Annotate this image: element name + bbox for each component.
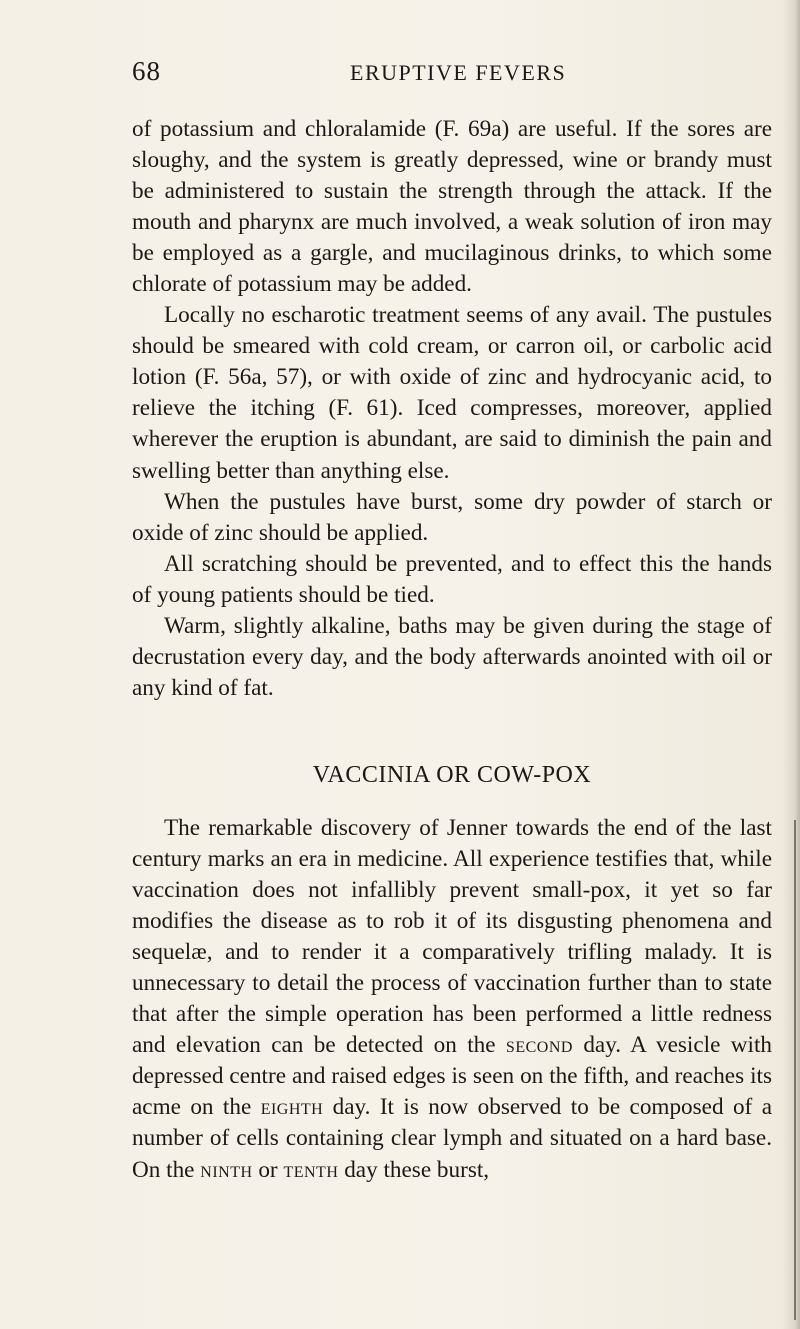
page-edge-shadow [782,0,800,1329]
paragraph: All scratching should be prevented, and to effect this the hands of young patients should be tied. [132,550,772,608]
body-text [132,114,772,704]
small-caps-word: eighth [260,1094,324,1121]
page-header [132,56,772,92]
page-number: 68 [132,56,161,86]
paragraph: When the pustules have burst, some dry powder of starch or oxide of zinc should be applied. [132,488,772,546]
running-head: ERUPTIVE FEVERS [350,60,567,85]
paragraph: of potassium and chloralamide (F. 69a) are useful. If the sores are sloughy, and the system is greatly depressed, wine or brandy must be administered to sustain the strength through the attack. If the mouth and pharynx are much involved, a weak solution of iron may be employed as a gargle, and mucilaginous drinks, to which some chlorate of potassium may be added. [132,116,772,298]
binding-edge [794,820,796,1320]
text-run: day these burst, [338,1156,490,1183]
small-caps-word: second [505,1032,573,1059]
text-run: day. A vesicle with depressed centre and raised edges is seen on the fifth, and reaches its acme on the [132,1032,772,1121]
text-run: The remarkable discovery of Jenner towards the end of the last century marks an era in medicine. All experience testifies that, while vaccination does not infallibly prevent small-pox, it yet so far modifies the disease as to rob it of its disgusting phenomena and sequelæ, and to render it a comparatively trifling malady. It is unnecessary to detail the process of vaccination further than to state that after the simple operation has been performed a little redness and elevation can be detected on the [132,815,772,1059]
small-caps-word: ninth [200,1156,253,1183]
section-paragraph [132,813,772,1186]
section-heading: VACCINIA OR COW-POX [312,762,592,788]
paragraph: Locally no escharotic treatment seems of any avail. The pustules should be smeared with cold cream, or carron oil, or carbolic acid lotion (F. 56a, 57), or with oxide of zinc and hydrocyanic acid, to relieve the itching (F. 61). Iced compresses, moreover, applied wherever the eruption is abundant, are said to diminish the pain and swelling better than anything else. [132,302,772,484]
small-caps-word: tenth [283,1156,339,1183]
paragraph: Warm, slightly alkaline, baths may be given during the stage of decrustation every day, and the body afterwards anointed with oil or any kind of fat. [132,612,772,701]
text-run: or [252,1156,284,1183]
text-run: day. It is now observed to be composed of a number of cells containing clear lymph and situated on a hard base. On the [132,1094,772,1183]
